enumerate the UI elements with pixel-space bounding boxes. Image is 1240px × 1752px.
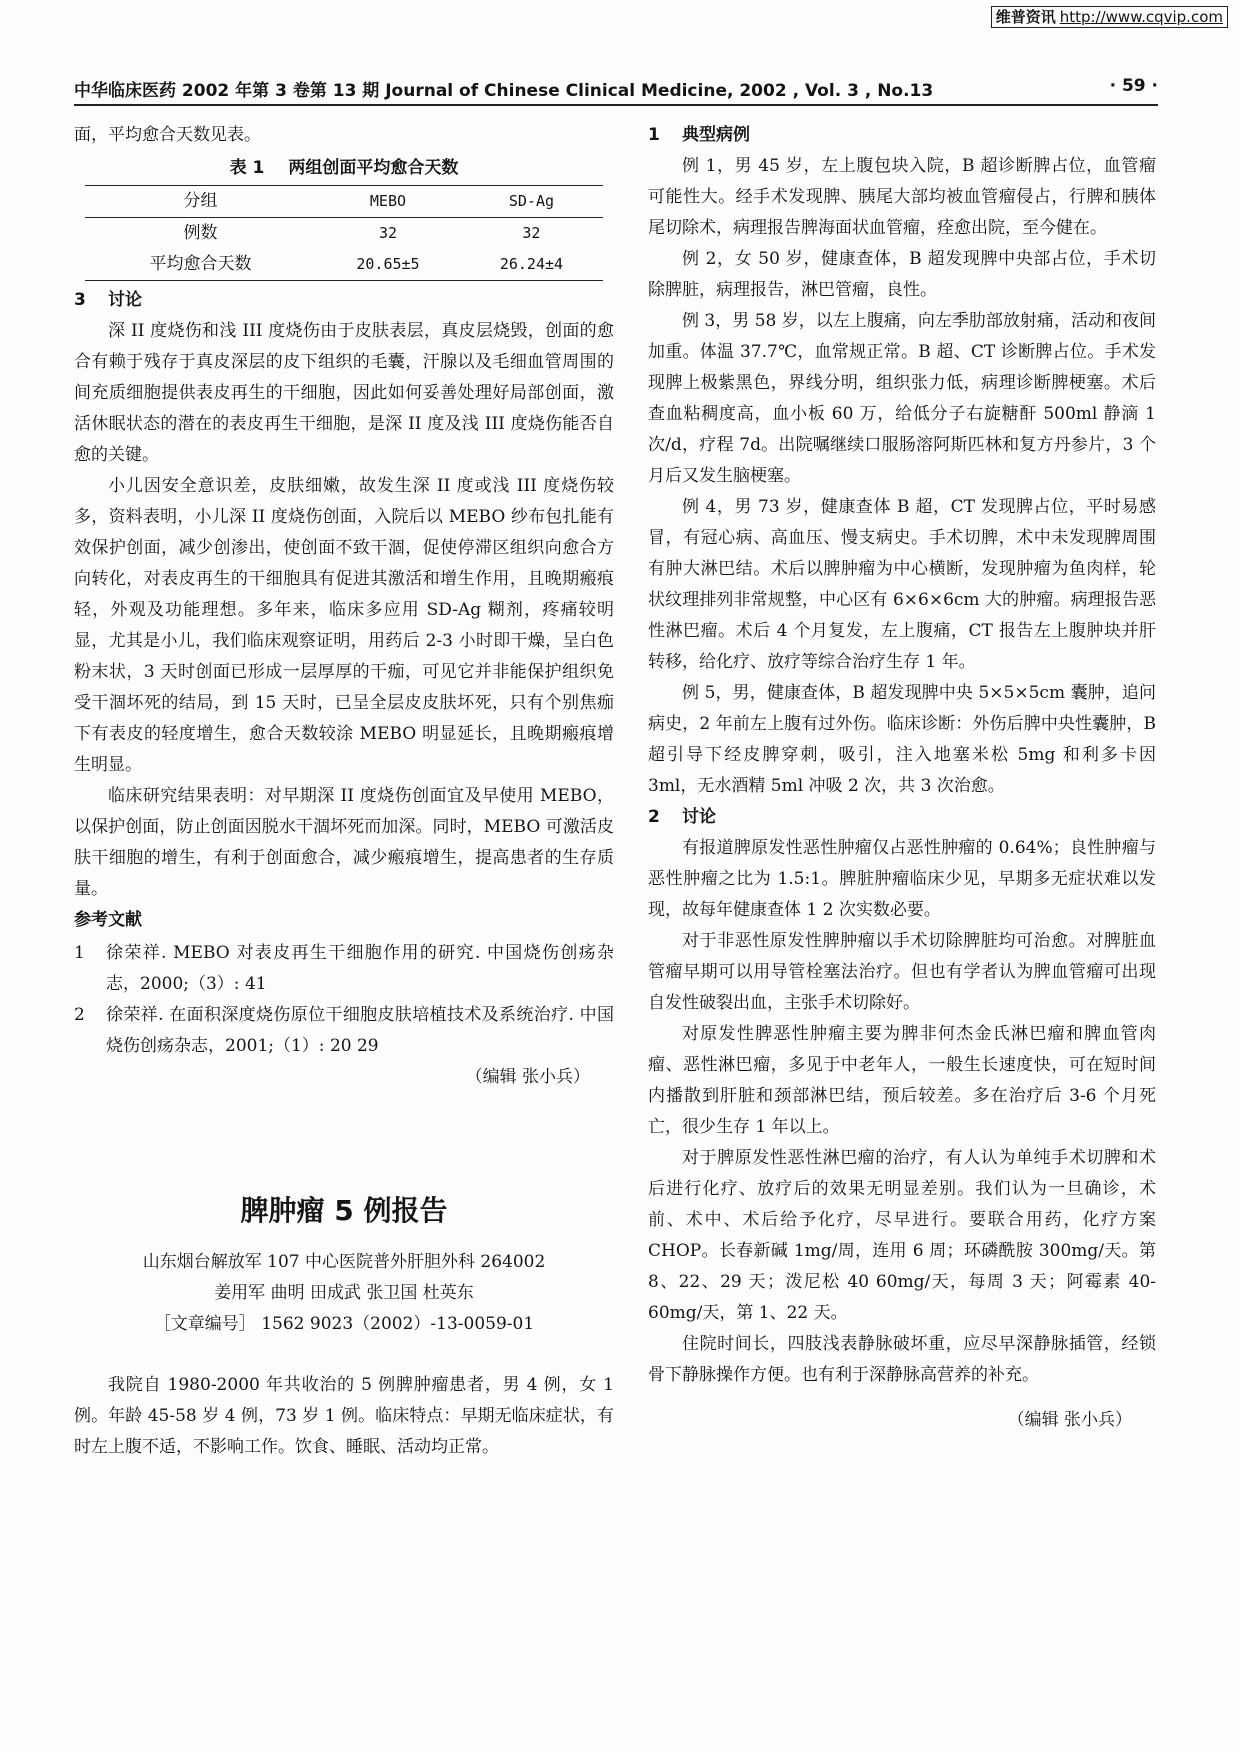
paragraph: 对于脾原发性恶性淋巴瘤的治疗，有人认为单纯手术切脾和术后进行化疗、放疗后的效果无明显差别。我们认为一旦确诊，术前、术中、术后给予化疗，尽早进行。要联合用药，化疗方案 CHOP。长春新碱 1mg/周，连用 6 周；环磷酰胺 300mg/天。第 8、22、29 天；泼尼松 40 60mg/天，每周 3 天；阿霉素 40-60mg/天，第 1、22 天。 [648,1148,1156,1323]
table-row [85,249,603,281]
paragraph: 临床研究结果表明：对早期深 II 度烧伤创面宜及早使用 MEBO，以保护创面，防止创面因脱水干涸坏死而加深。同时，MEBO 可激活皮肤干细胞的增生，有利于创面愈合，减少瘢痕增生，提高患者的生存质量。 [74,786,614,899]
reference-list [74,938,614,1062]
table-caption [74,151,614,185]
table-title: 两组创面平均愈合天数 [288,158,459,178]
table-cell: 20.65±5 [356,255,420,273]
section-number: 1 [648,125,660,145]
paragraph: 小儿因安全意识差，皮肤细嫩，故发生深 II 度或浅 III 度烧伤较多，资料表明，小儿深 II 度烧伤创面，入院后以 MEBO 纱布包扎能有效保护创面，减少创渗出，使创面不致干涸，促使停滞区组织向愈合方向转化，对表皮再生的干细胞具有促进其激活和增生作用，且晚期瘢痕轻，外观及功能理想。多年来，临床多应用 SD-Ag 糊剂，疼痛较明显，尤其是小儿，我们临床观察证明，用药后 2-3 小时即干燥，呈白色粉末状，3 天时创面已形成一层厚厚的干痂，可见它并非能保护组织免受干涸坏死的结局，到 15 天时，已呈全层皮皮肤坏死，只有个别焦痂下有表皮的轻度增生，愈合天数较涂 MEBO 明显延长，且晚期瘢痕增生明显。 [74,476,614,775]
watermark [991,6,1228,28]
journal-info: 中华临床医药 2002 年第 3 卷第 13 期 Journal of Chinese Clinical Medicine, 2002 , Vol. 3 , No.13 [74,81,934,101]
section-title: 讨论 [682,807,716,827]
section-title: 典型病例 [682,125,750,145]
healing-days-table [85,185,603,281]
section-heading [648,802,1156,833]
table-header: MEBO [369,192,407,210]
article-intro: 我院自 1980-2000 年共收治的 5 例脾肿瘤患者，男 4 例，女 1 例。年龄 45-58 岁 4 例，73 岁 1 例。临床特点：早期无临床症状，有时左上腹不适，不影响工作。饮食、睡眠、活动均正常。 [74,1375,614,1457]
header-rule [74,104,1158,106]
case-paragraph: 例 1，男 45 岁，左上腹包块入院，B 超诊断脾占位，血管瘤可能性大。经手术发现脾、胰尾大部均被血管瘤侵占，行脾和胰体尾切除术，病理报告脾海面状血管瘤，痊愈出院，至今健在。 [648,156,1156,238]
section-heading [648,120,1156,151]
table-header: 分组 [183,191,218,211]
paragraph: 住院时间长，四肢浅表静脉破坏重，应尽早深静脉插管，经锁骨下静脉操作方便。也有利于深静脉高营养的补充。 [648,1334,1156,1385]
table-cell: 32 [522,224,541,242]
watermark-url[interactable]: http://www.cqvip.com [1059,8,1223,26]
section-number: 3 [74,290,86,310]
table-header: SD-Ag [508,192,555,210]
authors: 姜用军 曲明 田成武 张卫国 杜英东 [214,1283,474,1303]
table-number: 表 1 [229,158,265,178]
article-title: 脾肿瘤 5 例报告 [240,1194,448,1227]
reference-item [74,938,614,1000]
paragraph: 对于非恶性原发性脾肿瘤以手术切除脾脏均可治愈。对脾脏血管瘤早期可以用导管栓塞法治疗。但也有学者认为脾血管瘤可出现自发性破裂出血，主张手术切除好。 [648,931,1156,1013]
paragraph: 深 II 度烧伤和浅 III 度烧伤由于皮肤表层，真皮层烧毁，创面的愈合有赖于残存于真皮深层的皮下组织的毛囊，汗腺以及毛细血管周围的间充质细胞提供表皮再生的干细胞，因此如何妥善处理好局部创面，激活休眠状态的潜在的表皮再生干细胞，是深 II 度及浅 III 度烧伤能否自愈的关键。 [74,321,614,465]
editor-note: （编辑 张小兵） [1007,1410,1132,1430]
table-cell: 32 [378,224,397,242]
reference-number: 1 [74,943,85,963]
paragraph: 对原发性脾恶性肿瘤主要为脾非何杰金氏淋巴瘤和脾血管肉瘤、恶性淋巴瘤，多见于中老年人，一般生长速度快，可在短时间内播散到肝脏和颈部淋巴结，预后较差。多在治疗后 3-6 个月死亡，很少生存 1 年以上。 [648,1024,1156,1137]
reference-text: 徐荣祥. MEBO 对表皮再生干细胞作用的研究. 中国烧伤创疡杂志，2000;（3）: 41 [106,943,614,994]
reference-text: 徐荣祥. 在面积深度烧伤原位干细胞皮肤培植技术及系统治疗. 中国烧伤创疡杂志，2001;（1）: 20 29 [106,1005,614,1056]
left-column [74,120,614,1463]
case-paragraph: 例 2，女 50 岁，健康查体，B 超发现脾中央部占位，手术切除脾脏，病理报告，淋巴管瘤，良性。 [648,249,1156,300]
table-row [85,218,603,250]
affiliation: 山东烟台解放军 107 中心医院普外肝胆外科 264002 [142,1252,546,1272]
section-heading [74,285,614,316]
section-number: 2 [648,807,660,827]
case-paragraph: 例 4，男 73 岁，健康查体 B 超，CT 发现脾占位，平时易感冒，有冠心病、高血压、慢支病史。手术切脾，术中未发现脾周围有肿大淋巴结。术后以脾肿瘤为中心横断，发现肿瘤为鱼肉样，轮状纹理排列非常规整，中心区有 6×6×6cm 大的肿瘤。病理报告恶性淋巴瘤。术后 4 个月复发，左上腹痛，CT 报告左上腹肿块并肝转移，给化疗、放疗等综合治疗生存 1 年。 [648,497,1156,672]
running-header [74,72,1158,102]
references-heading: 参考文献 [74,910,142,930]
page-number: · 59 · [1109,76,1158,96]
reference-item [74,1000,614,1062]
table-cell: 26.24±4 [499,255,564,273]
right-column [648,120,1156,1436]
reference-number: 2 [74,1005,85,1025]
section-title: 讨论 [108,290,142,310]
table-header-row [85,186,603,218]
intro-line: 面，平均愈合天数见表。 [74,125,261,145]
table-cell: 平均愈合天数 [149,254,252,274]
table-cell: 例数 [183,223,218,243]
case-paragraph: 例 3，男 58 岁，以左上腹痛，向左季肋部放射痛，活动和夜间加重。体温 37.7℃，血常规正常。B 超、CT 诊断脾占位。手术发现脾上极紫黑色，界线分明，组织张力低，病理诊断脾梗塞。术后查血粘稠度高，血小板 60 万，给低分子右旋糖酐 500ml 静滴 1 次/d，疗程 7d。出院嘱继续口服肠溶阿斯匹林和复方丹参片，3 个月后又发生脑梗塞。 [648,311,1156,486]
paragraph: 有报道脾原发性恶性肿瘤仅占恶性肿瘤的 0.64%；良性肿瘤与恶性肿瘤之比为 1.5:1。脾脏肿瘤临床少见，早期多无症状难以发现，故每年健康查体 1 2 次实数必要。 [648,838,1156,920]
watermark-site: 维普资讯 [995,8,1056,26]
editor-note: （编辑 张小兵） [465,1067,590,1087]
article-code: ［文章编号］ 1562 9023（2002）-13-0059-01 [153,1314,535,1334]
case-paragraph: 例 5，男，健康查体，B 超发现脾中央 5×5×5cm 囊肿，追问病史，2 年前左上腹有过外伤。临床诊断：外伤后脾中央性囊肿，B 超引导下经皮脾穿刺，吸引，注入地塞米松 5mg 和利多卡因 3ml，无水酒精 5ml 冲吸 2 次，共 3 次治愈。 [648,683,1156,796]
